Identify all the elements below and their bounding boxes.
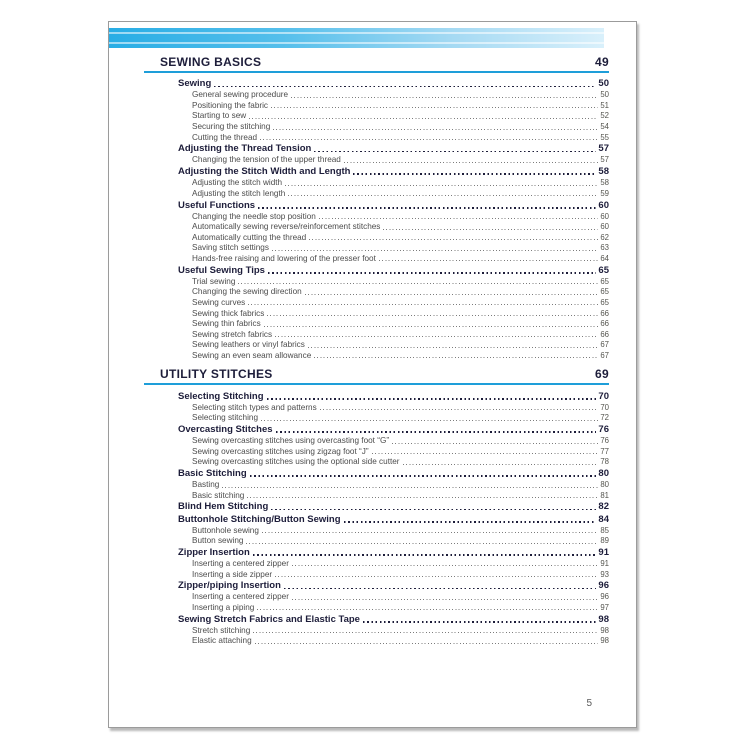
dot-leader [285, 185, 598, 186]
section-entries [144, 77, 609, 360]
toc-entry-page-number: 55 [600, 132, 609, 142]
toc-entry-label: Adjusting the stitch length [192, 188, 286, 198]
toc-entry-label: Changing the needle stop position [192, 211, 316, 221]
toc-entry-label: Sewing curves [192, 297, 246, 307]
toc-entry[interactable] [144, 307, 609, 318]
toc-entry-label: Trial sewing [192, 276, 236, 286]
toc-entry-page-number: 80 [598, 467, 609, 479]
toc-entry-page-number: 70 [598, 390, 609, 402]
toc-entry-page-number: 60 [598, 199, 609, 211]
toc-entry-label: Overcasting Stitches [178, 423, 273, 435]
toc-entry-label: Sewing leathers or vinyl fabrics [192, 340, 305, 350]
toc-entry[interactable] [144, 525, 609, 536]
dot-leader [247, 497, 598, 498]
dot-leader [292, 565, 598, 566]
dot-leader [268, 272, 596, 274]
toc-entry-label: Zipper Insertion [178, 546, 250, 558]
toc-entry-page-number: 77 [600, 446, 609, 456]
toc-entry-label: Sewing [178, 78, 212, 90]
toc-entry-page-number: 64 [600, 253, 609, 263]
toc-entry[interactable] [144, 389, 609, 401]
toc-entry-label: Selecting stitch types and patterns [192, 402, 317, 412]
toc-entry-label: Basting [192, 480, 220, 490]
toc-entry-label: Elastic attaching [192, 636, 252, 646]
toc-entry-label: Adjusting the stitch width [192, 178, 283, 188]
dot-leader [320, 409, 599, 410]
toc-entry-page-number: 93 [600, 569, 609, 579]
toc-entry[interactable] [144, 100, 609, 111]
toc-entry[interactable] [144, 77, 609, 89]
toc-entry-page-number: 96 [598, 580, 609, 592]
dot-leader [392, 443, 598, 444]
toc-entry[interactable] [144, 546, 609, 558]
dot-leader [353, 173, 596, 175]
dot-leader [379, 260, 598, 261]
toc-entry[interactable] [144, 612, 609, 624]
toc-entry-label: Adjusting the Thread Tension [178, 143, 312, 155]
toc-entry[interactable] [144, 402, 609, 413]
dot-leader [246, 543, 598, 544]
section-entries [144, 389, 609, 645]
toc-entry-label: Inserting a centered zipper [192, 558, 289, 568]
toc-entry-label: Automatically cutting the thread [192, 232, 307, 242]
toc-entry-page-number: 98 [600, 625, 609, 635]
toc-entry-page-number: 98 [598, 613, 609, 625]
toc-entry-page-number: 89 [600, 536, 609, 546]
toc-entry[interactable] [144, 500, 609, 512]
toc-entry-page-number: 76 [598, 423, 609, 435]
toc-entry-label: Starting to sew [192, 111, 247, 121]
toc-entry-page-number: 65 [600, 287, 609, 297]
toc-section [144, 367, 609, 645]
dot-leader [275, 336, 598, 337]
toc-entry-page-number: 62 [600, 232, 609, 242]
toc-entry[interactable] [144, 423, 609, 435]
toc-entry-page-number: 72 [600, 413, 609, 423]
toc-entry-label: Useful Functions [178, 199, 256, 211]
dot-leader [271, 509, 596, 511]
dot-leader [249, 118, 598, 119]
toc-entry-label: Selecting Stitching [178, 390, 264, 402]
toc-entry-label: Basic stitching [192, 490, 245, 500]
dot-leader [344, 162, 598, 163]
toc-entry[interactable] [144, 446, 609, 457]
dot-leader [260, 139, 598, 140]
dot-leader [292, 599, 598, 600]
toc-entry[interactable] [144, 232, 609, 243]
toc-entry-label: Useful Sewing Tips [178, 264, 265, 276]
toc-entry-page-number: 66 [600, 319, 609, 329]
section-title: SEWING BASICS [160, 55, 262, 69]
dot-leader [253, 632, 598, 633]
dot-leader [291, 97, 598, 98]
toc-entry-label: Cutting the thread [192, 132, 258, 142]
toc-entry-page-number: 60 [600, 211, 609, 221]
dot-leader [383, 229, 598, 230]
toc-section [144, 55, 609, 360]
toc-entry-label: Sewing overcasting stitches using overcasting foot “G” [192, 436, 390, 446]
section-title: UTILITY STITCHES [160, 367, 273, 382]
toc-entry-label: Zipper/piping Insertion [178, 580, 281, 592]
dot-leader [264, 326, 599, 327]
toc-entry-label: Sewing Stretch Fabrics and Elastic Tape [178, 613, 360, 625]
toc-entry[interactable] [144, 479, 609, 490]
dot-leader [309, 239, 598, 240]
toc-entry-label: Buttonhole Stitching/Button Sewing [178, 513, 341, 525]
toc-entry[interactable] [144, 512, 609, 524]
toc-entry[interactable] [144, 297, 609, 308]
toc-entry[interactable] [144, 579, 609, 591]
toc-entry-label: Changing the tension of the upper thread [192, 155, 341, 165]
dot-leader [276, 431, 597, 433]
toc-entry-page-number: 50 [600, 90, 609, 100]
toc-entry[interactable] [144, 165, 609, 177]
toc-entry-label: Hands-free raising and lowering of the presser foot [192, 253, 376, 263]
toc-entry[interactable] [144, 221, 609, 232]
dot-leader [273, 129, 598, 130]
toc-entry-page-number: 67 [600, 350, 609, 360]
toc-entry[interactable] [144, 211, 609, 222]
toc-entry-label: Inserting a piping [192, 602, 255, 612]
toc-entry-page-number: 54 [600, 122, 609, 132]
dot-leader [305, 294, 599, 295]
toc-entry[interactable] [144, 635, 609, 646]
toc-entry-label: Inserting a side zipper [192, 569, 273, 579]
dot-leader [238, 283, 598, 284]
toc-entry-label: Adjusting the Stitch Width and Length [178, 166, 351, 178]
dot-leader [255, 643, 599, 644]
toc-entry[interactable] [144, 535, 609, 546]
toc-entry-page-number: 58 [598, 166, 609, 178]
dot-leader [403, 464, 599, 465]
toc-entry-label: Button sewing [192, 536, 244, 546]
dot-leader [319, 218, 598, 219]
toc-entry[interactable] [144, 154, 609, 165]
toc-entry[interactable] [144, 467, 609, 479]
toc-entry[interactable] [144, 142, 609, 154]
toc-entry[interactable] [144, 591, 609, 602]
toc-entry[interactable] [144, 456, 609, 467]
toc-entry[interactable] [144, 177, 609, 188]
toc-entry-label: Sewing stretch fabrics [192, 329, 273, 339]
toc-entry[interactable] [144, 253, 609, 264]
dot-leader [314, 151, 596, 153]
dot-leader [261, 420, 598, 421]
dot-leader [267, 315, 598, 316]
dot-leader [272, 250, 598, 251]
section-page-number: 69 [595, 367, 609, 382]
toc-entry-page-number: 85 [600, 525, 609, 535]
toc-entry-page-number: 97 [600, 602, 609, 612]
toc-entry[interactable] [144, 121, 609, 132]
toc-entry[interactable] [144, 435, 609, 446]
toc-entry-page-number: 91 [600, 558, 609, 568]
toc-entry[interactable] [144, 276, 609, 287]
toc-entry-page-number: 50 [598, 78, 609, 90]
toc-entry-label: Inserting a centered zipper [192, 592, 289, 602]
dot-leader [275, 576, 598, 577]
toc-entry[interactable] [144, 263, 609, 275]
gradient-bar-stripe [109, 42, 604, 44]
toc-entry-page-number: 65 [600, 297, 609, 307]
dot-leader [258, 207, 596, 209]
toc-entry-page-number: 63 [600, 243, 609, 253]
toc-entry[interactable] [144, 242, 609, 253]
toc-entry-page-number: 57 [598, 143, 609, 155]
dot-leader [288, 195, 598, 196]
toc-entry[interactable] [144, 558, 609, 569]
toc-entry-label: Sewing overcasting stitches using the optional side cutter [192, 457, 400, 467]
dot-leader [222, 487, 598, 488]
toc-entry-page-number: 58 [600, 178, 609, 188]
toc-entry-label: Basic Stitching [178, 467, 247, 479]
toc-entry-page-number: 91 [598, 546, 609, 558]
toc-entry-page-number: 84 [598, 513, 609, 525]
toc-entry-label: Sewing thin fabrics [192, 319, 261, 329]
toc-entry-page-number: 82 [598, 501, 609, 513]
toc-entry-page-number: 60 [600, 222, 609, 232]
toc-entry-label: Sewing overcasting stitches using zigzag foot “J” [192, 446, 369, 456]
toc-entry-label: Stretch stitching [192, 625, 251, 635]
toc-entry-label: Blind Hem Stitching [178, 501, 269, 513]
toc-entry-page-number: 96 [600, 592, 609, 602]
dot-leader [214, 86, 596, 88]
dot-leader [267, 398, 597, 400]
toc-entry[interactable] [144, 188, 609, 199]
toc-entry[interactable] [144, 286, 609, 297]
toc-entry-page-number: 66 [600, 329, 609, 339]
toc-entry-label: Selecting stitching [192, 413, 258, 423]
toc-entry-label: Buttonhole sewing [192, 525, 259, 535]
dot-leader [344, 521, 597, 523]
toc-entry[interactable] [144, 602, 609, 613]
toc-entry[interactable] [144, 110, 609, 121]
toc-entry-label: Automatically sewing reverse/reinforcement stitches [192, 222, 381, 232]
toc-entry-label: Sewing thick fabrics [192, 308, 265, 318]
toc-entry-page-number: 98 [600, 636, 609, 646]
dot-leader [250, 475, 597, 477]
toc-entry[interactable] [144, 89, 609, 100]
toc-entry-page-number: 57 [600, 155, 609, 165]
toc-entry-label: Securing the stitching [192, 122, 271, 132]
toc-entry[interactable] [144, 198, 609, 210]
dot-leader [262, 532, 598, 533]
toc-entry-page-number: 59 [600, 188, 609, 198]
toc-entry-label: Positioning the fabric [192, 100, 269, 110]
toc-entry[interactable] [144, 318, 609, 329]
dot-leader [363, 621, 596, 623]
toc-entry-page-number: 52 [600, 111, 609, 121]
toc-entry-label: Sewing an even seam allowance [192, 350, 312, 360]
gradient-bar-stripe [109, 32, 604, 34]
toc-entry-label: Changing the sewing direction [192, 287, 302, 297]
toc-entry-label: Saving stitch settings [192, 243, 269, 253]
toc-entry[interactable] [144, 329, 609, 340]
toc-entry-page-number: 65 [600, 276, 609, 286]
dot-leader [308, 347, 598, 348]
section-title-row [144, 55, 609, 73]
dot-leader [314, 357, 598, 358]
toc-entry[interactable] [144, 625, 609, 636]
manual-toc-page [108, 21, 637, 728]
toc-entry[interactable] [144, 568, 609, 579]
toc-entry-page-number: 70 [600, 402, 609, 412]
dot-leader [253, 554, 597, 556]
section-page-number: 49 [595, 55, 609, 69]
toc-entry-page-number: 81 [600, 490, 609, 500]
dot-leader [248, 304, 598, 305]
dot-leader [271, 107, 598, 108]
toc-entry[interactable] [144, 339, 609, 350]
toc-content [109, 55, 636, 646]
toc-entry-page-number: 67 [600, 340, 609, 350]
header-gradient-bar [109, 28, 604, 48]
toc-entry[interactable] [144, 412, 609, 423]
toc-entry-page-number: 80 [600, 480, 609, 490]
toc-entry[interactable] [144, 350, 609, 361]
toc-entry-page-number: 76 [600, 436, 609, 446]
toc-entry[interactable] [144, 490, 609, 501]
toc-entry-page-number: 78 [600, 457, 609, 467]
dot-leader [257, 609, 598, 610]
toc-entry-label: General sewing procedure [192, 90, 289, 100]
toc-entry-page-number: 66 [600, 308, 609, 318]
section-title-row [144, 367, 609, 385]
page-number: 5 [586, 698, 592, 709]
dot-leader [372, 453, 599, 454]
toc-entry[interactable] [144, 132, 609, 143]
toc-entry-page-number: 65 [598, 264, 609, 276]
toc-entry-page-number: 51 [600, 100, 609, 110]
dot-leader [284, 588, 597, 590]
